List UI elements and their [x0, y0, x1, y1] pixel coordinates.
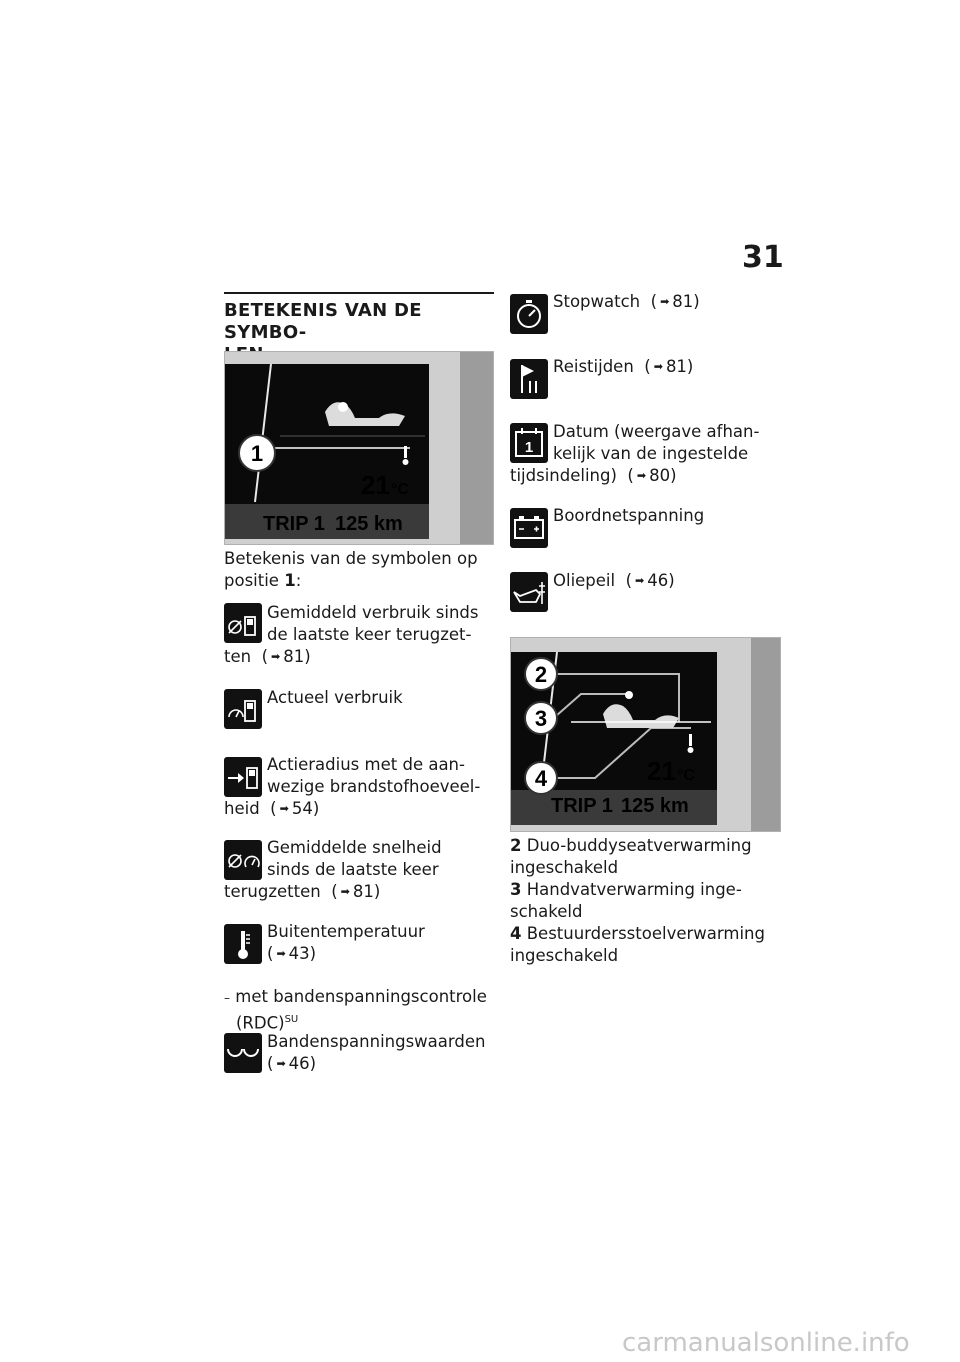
reference-arrow-icon: ➡ [276, 1057, 286, 1070]
average-speed-icon [224, 840, 262, 880]
reference-arrow-icon: ➡ [660, 295, 670, 308]
left-item-1-text: Gemiddeld verbruik sinds de laatste keer terugzet- [267, 603, 479, 644]
right-item-2-text: Reistijden ( ➡ 81) [553, 357, 694, 376]
oil-level-icon [510, 572, 548, 612]
dashboard-display-2 [511, 638, 780, 831]
right-item-5-text: Oliepeil ( ➡ 46) [553, 571, 675, 590]
tire-item-text: Bandenspanningswaarden ( ➡ 46) [267, 1032, 486, 1073]
battery-icon [510, 508, 548, 548]
figure2-trip-label: TRIP 1 [551, 795, 613, 817]
right-item-1-text: Stopwatch ( ➡ 81) [553, 292, 700, 311]
legend: 2 Duo-buddyseatverwarming ingeschakeld 3 Handvatverwarming inge- schakeld 4 Bestuurdersstoelverwarming ingeschakeld [510, 835, 790, 967]
left-item-4-text: Gemiddelde snelheid sinds de laatste keer [267, 838, 442, 879]
section-title-text: BETEKENIS VAN DE SYMBO- [224, 300, 422, 343]
legend-item-2: 2 Duo-buddyseatverwarming [510, 836, 752, 855]
stopwatch-icon [510, 294, 548, 334]
range-icon [224, 757, 262, 797]
left-item-5-text: Buitentemperatuur ( ➡ 43) [267, 922, 425, 963]
figure2-callout-2: 2 [534, 662, 548, 687]
reference-arrow-icon: ➡ [635, 574, 645, 587]
intro-line-2: positie 1: [224, 571, 302, 590]
legend-item-4: 4 Bestuurdersstoelverwarming [510, 924, 765, 943]
average-consumption-icon [224, 603, 262, 643]
left-item-3-text: Actieradius met de aan- wezige brandstofhoeveel- [267, 755, 481, 796]
left-item-4-tail: terugzetten ( ➡ 81) [224, 882, 381, 901]
svg-text:1: 1 [524, 439, 534, 456]
figure1-temp-value: 21 [361, 470, 390, 500]
current-consumption-icon [224, 689, 262, 729]
left-item-3-tail: heid ( ➡ 54) [224, 799, 320, 818]
intro-text [224, 548, 494, 592]
page-number: 31 [742, 240, 784, 275]
reference-arrow-icon: ➡ [276, 947, 286, 960]
figure1-temp-unit: °C [391, 481, 409, 498]
left-item-2-text: Actueel verbruik [267, 688, 403, 707]
reference-arrow-icon: ➡ [279, 802, 289, 815]
figure2-temp-unit: °C [677, 767, 695, 784]
left-item-1-tail: ten ( ➡ 81) [224, 647, 311, 666]
right-item-3-text: Datum (weergave afhan- kelijk van de ingestelde [553, 422, 760, 463]
figure1-trip-label: TRIP 1 [263, 513, 325, 535]
dashboard-display-1 [225, 352, 493, 544]
figure1-trip-distance: 125 km [335, 513, 403, 535]
intro-line-1: Betekenis van de symbolen op [224, 549, 478, 568]
tire-pressure-icon [224, 1033, 262, 1073]
reference-arrow-icon: ➡ [636, 469, 647, 482]
watermark: carmanualsonline.info [622, 1328, 910, 1358]
reference-arrow-icon: ➡ [340, 885, 350, 898]
figure2-callout-4: 4 [534, 766, 548, 791]
legend-item-3: 3 Handvatverwarming inge- [510, 880, 742, 899]
dashboard-figure-2 [510, 637, 781, 832]
reference-arrow-icon: ➡ [653, 360, 663, 373]
figure2-temp-value: 21 [647, 756, 676, 786]
dashboard-figure-1 [224, 351, 494, 545]
figure2-callout-3: 3 [534, 706, 548, 731]
travel-time-icon [510, 359, 548, 399]
figure2-trip-distance: 125 km [621, 795, 689, 817]
rdc-note: – met bandenspanningscontrole (RDC)$^{SU}$ [224, 987, 487, 1033]
reference-arrow-icon: ➡ [271, 650, 281, 663]
position-number: 1 [284, 571, 296, 590]
figure1-callout: 1 [250, 441, 264, 466]
calendar-icon [510, 423, 548, 463]
thermometer-icon [224, 924, 262, 964]
right-item-4-text: Boordnetspanning [553, 506, 705, 525]
right-item-3-tail: tijdsindeling) ( ➡ 80) [510, 466, 677, 485]
